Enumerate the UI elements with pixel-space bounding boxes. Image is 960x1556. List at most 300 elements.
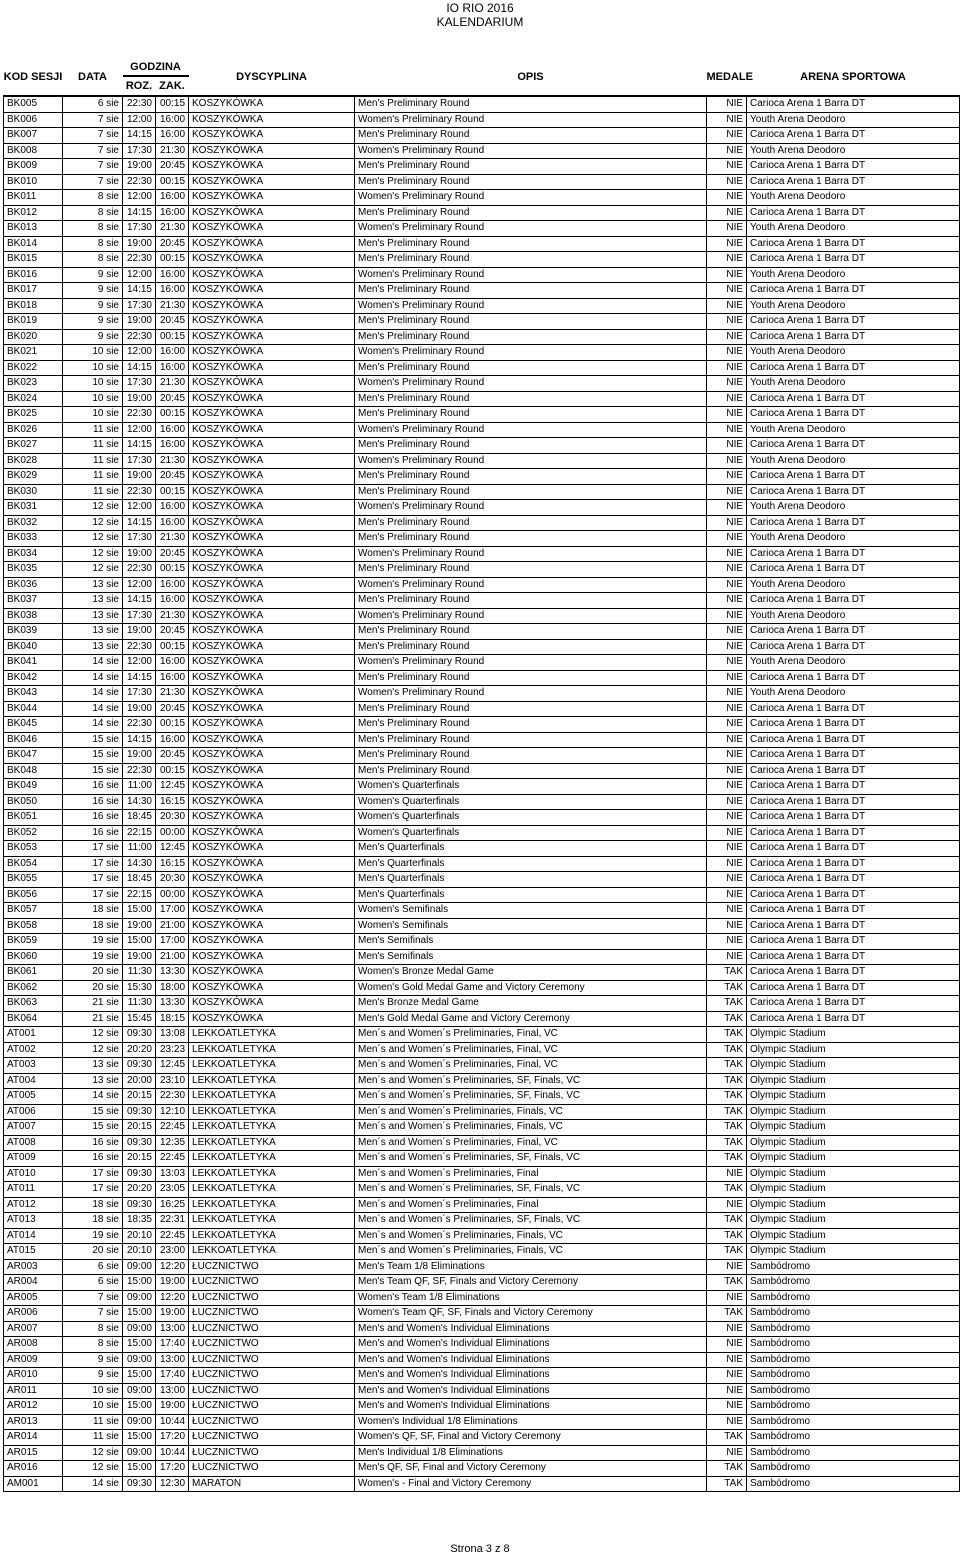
document-header — [0, 0, 960, 29]
session-code-cell: BK045 — [4, 717, 63, 733]
discipline-cell: LEKKOATLETYKA — [189, 1073, 355, 1089]
end-time-cell: 23:10 — [156, 1073, 189, 1089]
end-time-cell: 13:30 — [156, 965, 189, 981]
table-body — [4, 96, 960, 1492]
medals-cell: NIE — [707, 949, 747, 965]
end-time-cell: 00:15 — [156, 96, 189, 112]
end-time-cell: 16:15 — [156, 794, 189, 810]
session-code-cell: BK027 — [4, 438, 63, 454]
description-cell: Men´s and Women´s Preliminaries, SF, Finals, VC — [355, 1213, 707, 1229]
table-row — [4, 531, 960, 547]
medals-cell: NIE — [707, 360, 747, 376]
start-time-cell: 19:00 — [123, 391, 156, 407]
date-cell: 9 sie — [63, 329, 123, 345]
end-time-cell: 00:15 — [156, 484, 189, 500]
column-header-godzina: GODZINA — [123, 59, 189, 76]
description-cell: Women's Preliminary Round — [355, 376, 707, 392]
venue-cell: Carioca Arena 1 Barra DT — [747, 96, 960, 112]
session-code-cell: BK064 — [4, 1011, 63, 1027]
description-cell: Men's Preliminary Round — [355, 531, 707, 547]
start-time-cell: 15:00 — [123, 1430, 156, 1446]
discipline-cell: KOSZYKÓWKA — [189, 283, 355, 299]
medals-cell: NIE — [707, 686, 747, 702]
description-cell: Men's Bronze Medal Game — [355, 996, 707, 1012]
session-code-cell: AR005 — [4, 1290, 63, 1306]
description-cell: Women's Preliminary Round — [355, 190, 707, 206]
venue-cell: Carioca Arena 1 Barra DT — [747, 996, 960, 1012]
venue-cell: Carioca Arena 1 Barra DT — [747, 438, 960, 454]
description-cell: Women's Preliminary Round — [355, 112, 707, 128]
description-cell: Men's Preliminary Round — [355, 670, 707, 686]
session-code-cell: BK013 — [4, 221, 63, 237]
medals-cell: NIE — [707, 593, 747, 609]
venue-cell: Carioca Arena 1 Barra DT — [747, 329, 960, 345]
end-time-cell: 12:45 — [156, 841, 189, 857]
end-time-cell: 13:00 — [156, 1321, 189, 1337]
discipline-cell: ŁUCZNICTWO — [189, 1352, 355, 1368]
end-time-cell: 12:20 — [156, 1259, 189, 1275]
date-cell: 17 sie — [63, 841, 123, 857]
date-cell: 21 sie — [63, 1011, 123, 1027]
venue-cell: Youth Arena Deodoro — [747, 531, 960, 547]
end-time-cell: 13:03 — [156, 1166, 189, 1182]
medals-cell: NIE — [707, 531, 747, 547]
end-time-cell: 16:00 — [156, 112, 189, 128]
discipline-cell: ŁUCZNICTWO — [189, 1461, 355, 1477]
medals-cell: TAK — [707, 1058, 747, 1074]
date-cell: 16 sie — [63, 794, 123, 810]
venue-cell: Carioca Arena 1 Barra DT — [747, 841, 960, 857]
start-time-cell: 09:30 — [123, 1104, 156, 1120]
start-time-cell: 12:00 — [123, 267, 156, 283]
start-time-cell: 11:30 — [123, 965, 156, 981]
medals-cell: NIE — [707, 329, 747, 345]
description-cell: Men's Preliminary Round — [355, 763, 707, 779]
end-time-cell: 12:35 — [156, 1135, 189, 1151]
description-cell: Men's Preliminary Round — [355, 748, 707, 764]
description-cell: Men's Preliminary Round — [355, 732, 707, 748]
description-cell: Women's Preliminary Round — [355, 577, 707, 593]
medals-cell: NIE — [707, 1197, 747, 1213]
table-row — [4, 934, 960, 950]
session-code-cell: BK017 — [4, 283, 63, 299]
session-code-cell: BK028 — [4, 453, 63, 469]
discipline-cell: KOSZYKÓWKA — [189, 546, 355, 562]
date-cell: 14 sie — [63, 717, 123, 733]
description-cell: Women's Bronze Medal Game — [355, 965, 707, 981]
start-time-cell: 22:30 — [123, 484, 156, 500]
end-time-cell: 21:30 — [156, 298, 189, 314]
discipline-cell: KOSZYKÓWKA — [189, 360, 355, 376]
end-time-cell: 20:45 — [156, 624, 189, 640]
venue-cell: Carioca Arena 1 Barra DT — [747, 701, 960, 717]
end-time-cell: 21:30 — [156, 376, 189, 392]
medals-cell: NIE — [707, 918, 747, 934]
medals-cell: NIE — [707, 655, 747, 671]
date-cell: 12 sie — [63, 1445, 123, 1461]
discipline-cell: KOSZYKÓWKA — [189, 872, 355, 888]
table-row — [4, 887, 960, 903]
description-cell: Men´s and Women´s Preliminaries, Final, VC — [355, 1027, 707, 1043]
discipline-cell: KOSZYKÓWKA — [189, 577, 355, 593]
session-code-cell: BK058 — [4, 918, 63, 934]
end-time-cell: 00:15 — [156, 639, 189, 655]
end-time-cell: 10:44 — [156, 1445, 189, 1461]
end-time-cell: 17:40 — [156, 1368, 189, 1384]
start-time-cell: 20:15 — [123, 1151, 156, 1167]
end-time-cell: 23:05 — [156, 1182, 189, 1198]
start-time-cell: 09:00 — [123, 1321, 156, 1337]
venue-cell: Carioca Arena 1 Barra DT — [747, 236, 960, 252]
date-cell: 8 sie — [63, 252, 123, 268]
description-cell: Men´s and Women´s Preliminaries, Final — [355, 1166, 707, 1182]
medals-cell: NIE — [707, 345, 747, 361]
start-time-cell: 11:00 — [123, 779, 156, 795]
medals-cell: NIE — [707, 1368, 747, 1384]
column-header-kod: KOD SESJI — [3, 71, 63, 83]
column-header-medale: MEDALE — [706, 71, 753, 83]
session-code-cell: BK005 — [4, 96, 63, 112]
start-time-cell: 11:30 — [123, 996, 156, 1012]
venue-cell: Youth Arena Deodoro — [747, 298, 960, 314]
end-time-cell: 16:00 — [156, 128, 189, 144]
venue-cell: Carioca Arena 1 Barra DT — [747, 918, 960, 934]
description-cell: Men's Semifinals — [355, 949, 707, 965]
date-cell: 10 sie — [63, 407, 123, 423]
session-code-cell: BK016 — [4, 267, 63, 283]
date-cell: 10 sie — [63, 1383, 123, 1399]
description-cell: Men's Quarterfinals — [355, 841, 707, 857]
discipline-cell: KOSZYKÓWKA — [189, 221, 355, 237]
date-cell: 20 sie — [63, 1244, 123, 1260]
discipline-cell: LEKKOATLETYKA — [189, 1135, 355, 1151]
medals-cell: NIE — [707, 825, 747, 841]
date-cell: 8 sie — [63, 205, 123, 221]
medals-cell: NIE — [707, 810, 747, 826]
session-code-cell: AR008 — [4, 1337, 63, 1353]
session-code-cell: BK011 — [4, 190, 63, 206]
date-cell: 14 sie — [63, 1476, 123, 1492]
discipline-cell: KOSZYKÓWKA — [189, 515, 355, 531]
venue-cell: Carioca Arena 1 Barra DT — [747, 980, 960, 996]
date-cell: 14 sie — [63, 1089, 123, 1105]
date-cell: 17 sie — [63, 856, 123, 872]
date-cell: 17 sie — [63, 1182, 123, 1198]
venue-cell: Carioca Arena 1 Barra DT — [747, 732, 960, 748]
table-row — [4, 670, 960, 686]
session-code-cell: BK046 — [4, 732, 63, 748]
start-time-cell: 19:00 — [123, 469, 156, 485]
start-time-cell: 14:15 — [123, 515, 156, 531]
end-time-cell: 18:00 — [156, 980, 189, 996]
venue-cell: Carioca Arena 1 Barra DT — [747, 748, 960, 764]
venue-cell: Carioca Arena 1 Barra DT — [747, 887, 960, 903]
date-cell: 15 sie — [63, 732, 123, 748]
end-time-cell: 17:20 — [156, 1430, 189, 1446]
date-cell: 18 sie — [63, 918, 123, 934]
discipline-cell: LEKKOATLETYKA — [189, 1151, 355, 1167]
table-row — [4, 1182, 960, 1198]
date-cell: 9 sie — [63, 267, 123, 283]
date-cell: 18 sie — [63, 903, 123, 919]
medals-cell: TAK — [707, 980, 747, 996]
discipline-cell: KOSZYKÓWKA — [189, 593, 355, 609]
end-time-cell: 17:40 — [156, 1337, 189, 1353]
start-time-cell: 09:30 — [123, 1135, 156, 1151]
description-cell: Women's Preliminary Round — [355, 221, 707, 237]
start-time-cell: 09:30 — [123, 1058, 156, 1074]
session-code-cell: AR015 — [4, 1445, 63, 1461]
description-cell: Men´s and Women´s Preliminaries, Finals, VC — [355, 1120, 707, 1136]
end-time-cell: 21:00 — [156, 949, 189, 965]
venue-cell: Sambódromo — [747, 1275, 960, 1291]
end-time-cell: 20:45 — [156, 748, 189, 764]
medals-cell: NIE — [707, 438, 747, 454]
table-row — [4, 1042, 960, 1058]
table-row — [4, 1275, 960, 1291]
discipline-cell: ŁUCZNICTWO — [189, 1445, 355, 1461]
description-cell: Women's Quarterfinals — [355, 779, 707, 795]
session-code-cell: BK039 — [4, 624, 63, 640]
end-time-cell: 16:00 — [156, 500, 189, 516]
discipline-cell: MARATON — [189, 1476, 355, 1492]
discipline-cell: KOSZYKÓWKA — [189, 562, 355, 578]
start-time-cell: 15:00 — [123, 903, 156, 919]
venue-cell: Carioca Arena 1 Barra DT — [747, 593, 960, 609]
start-time-cell: 22:30 — [123, 407, 156, 423]
session-code-cell: BK057 — [4, 903, 63, 919]
medals-cell: NIE — [707, 1352, 747, 1368]
description-cell: Men's Preliminary Round — [355, 360, 707, 376]
date-cell: 11 sie — [63, 1430, 123, 1446]
start-time-cell: 19:00 — [123, 748, 156, 764]
session-code-cell: BK020 — [4, 329, 63, 345]
medals-cell: TAK — [707, 1430, 747, 1446]
medals-cell: TAK — [707, 1135, 747, 1151]
session-code-cell: AR013 — [4, 1414, 63, 1430]
table-row — [4, 748, 960, 764]
end-time-cell: 16:00 — [156, 205, 189, 221]
table-row — [4, 763, 960, 779]
description-cell: Men's Preliminary Round — [355, 329, 707, 345]
discipline-cell: KOSZYKÓWKA — [189, 825, 355, 841]
venue-cell: Sambódromo — [747, 1368, 960, 1384]
date-cell: 10 sie — [63, 345, 123, 361]
start-time-cell: 22:30 — [123, 252, 156, 268]
session-code-cell: BK031 — [4, 500, 63, 516]
table-row — [4, 376, 960, 392]
description-cell: Men's and Women's Individual Eliminations — [355, 1383, 707, 1399]
table-row — [4, 1011, 960, 1027]
start-time-cell: 17:30 — [123, 376, 156, 392]
description-cell: Men's Individual 1/8 Eliminations — [355, 1445, 707, 1461]
venue-cell: Carioca Arena 1 Barra DT — [747, 670, 960, 686]
discipline-cell: LEKKOATLETYKA — [189, 1027, 355, 1043]
end-time-cell: 23:00 — [156, 1244, 189, 1260]
date-cell: 17 sie — [63, 887, 123, 903]
start-time-cell: 12:00 — [123, 500, 156, 516]
end-time-cell: 19:00 — [156, 1399, 189, 1415]
session-code-cell: BK056 — [4, 887, 63, 903]
medals-cell: NIE — [707, 1414, 747, 1430]
start-time-cell: 14:15 — [123, 128, 156, 144]
table-row — [4, 329, 960, 345]
medals-cell: NIE — [707, 376, 747, 392]
start-time-cell: 22:30 — [123, 562, 156, 578]
start-time-cell: 14:15 — [123, 438, 156, 454]
table-row — [4, 1089, 960, 1105]
medals-cell: NIE — [707, 143, 747, 159]
table-row — [4, 810, 960, 826]
table-row — [4, 500, 960, 516]
end-time-cell: 00:15 — [156, 763, 189, 779]
venue-cell: Youth Arena Deodoro — [747, 577, 960, 593]
session-code-cell: AR014 — [4, 1430, 63, 1446]
discipline-cell: KOSZYKÓWKA — [189, 96, 355, 112]
date-cell: 9 sie — [63, 298, 123, 314]
medals-cell: NIE — [707, 283, 747, 299]
description-cell: Women's Preliminary Round — [355, 500, 707, 516]
table-row — [4, 1073, 960, 1089]
medals-cell: NIE — [707, 856, 747, 872]
venue-cell: Youth Arena Deodoro — [747, 143, 960, 159]
table-row — [4, 655, 960, 671]
venue-cell: Sambódromo — [747, 1430, 960, 1446]
description-cell: Men's Preliminary Round — [355, 174, 707, 190]
venue-cell: Carioca Arena 1 Barra DT — [747, 174, 960, 190]
session-code-cell: BK059 — [4, 934, 63, 950]
start-time-cell: 09:00 — [123, 1414, 156, 1430]
session-code-cell: AT002 — [4, 1042, 63, 1058]
table-row — [4, 96, 960, 112]
session-code-cell: BK051 — [4, 810, 63, 826]
venue-cell: Carioca Arena 1 Barra DT — [747, 515, 960, 531]
table-row — [4, 1151, 960, 1167]
start-time-cell: 17:30 — [123, 686, 156, 702]
start-time-cell: 19:00 — [123, 624, 156, 640]
session-code-cell: BK037 — [4, 593, 63, 609]
start-time-cell: 14:30 — [123, 856, 156, 872]
session-code-cell: BK042 — [4, 670, 63, 686]
start-time-cell: 15:00 — [123, 1368, 156, 1384]
date-cell: 14 sie — [63, 701, 123, 717]
medals-cell: NIE — [707, 1259, 747, 1275]
description-cell: Men's Preliminary Round — [355, 96, 707, 112]
medals-cell: NIE — [707, 872, 747, 888]
venue-cell: Olympic Stadium — [747, 1182, 960, 1198]
date-cell: 6 sie — [63, 1259, 123, 1275]
description-cell: Men's Preliminary Round — [355, 701, 707, 717]
column-header-arena: ARENA SPORTOWA — [800, 71, 906, 83]
description-cell: Women's Preliminary Round — [355, 267, 707, 283]
start-time-cell: 15:45 — [123, 1011, 156, 1027]
date-cell: 13 sie — [63, 1073, 123, 1089]
column-header-roz: ROZ. — [125, 80, 153, 92]
session-code-cell: BK033 — [4, 531, 63, 547]
venue-cell: Olympic Stadium — [747, 1120, 960, 1136]
session-code-cell: BK036 — [4, 577, 63, 593]
session-code-cell: AT004 — [4, 1073, 63, 1089]
session-code-cell: BK022 — [4, 360, 63, 376]
session-code-cell: BK038 — [4, 608, 63, 624]
discipline-cell: KOSZYKÓWKA — [189, 143, 355, 159]
session-code-cell: AT015 — [4, 1244, 63, 1260]
table-row — [4, 1337, 960, 1353]
table-row — [4, 1197, 960, 1213]
start-time-cell: 15:00 — [123, 1306, 156, 1322]
date-cell: 15 sie — [63, 1120, 123, 1136]
session-code-cell: BK025 — [4, 407, 63, 423]
table-row — [4, 283, 960, 299]
description-cell: Women's Preliminary Round — [355, 608, 707, 624]
discipline-cell: KOSZYKÓWKA — [189, 624, 355, 640]
end-time-cell: 16:00 — [156, 732, 189, 748]
end-time-cell: 16:00 — [156, 267, 189, 283]
description-cell: Men's Gold Medal Game and Victory Ceremony — [355, 1011, 707, 1027]
medals-cell: NIE — [707, 500, 747, 516]
discipline-cell: KOSZYKÓWKA — [189, 329, 355, 345]
session-code-cell: BK048 — [4, 763, 63, 779]
description-cell: Women's Preliminary Round — [355, 686, 707, 702]
table-row — [4, 453, 960, 469]
date-cell: 8 sie — [63, 236, 123, 252]
date-cell: 8 sie — [63, 190, 123, 206]
medals-cell: NIE — [707, 1383, 747, 1399]
discipline-cell: KOSZYKÓWKA — [189, 608, 355, 624]
description-cell: Women's Quarterfinals — [355, 794, 707, 810]
venue-cell: Olympic Stadium — [747, 1228, 960, 1244]
table-row — [4, 779, 960, 795]
date-cell: 21 sie — [63, 996, 123, 1012]
discipline-cell: LEKKOATLETYKA — [189, 1104, 355, 1120]
venue-cell: Olympic Stadium — [747, 1244, 960, 1260]
venue-cell: Carioca Arena 1 Barra DT — [747, 903, 960, 919]
date-cell: 12 sie — [63, 1027, 123, 1043]
date-cell: 8 sie — [63, 1321, 123, 1337]
table-row — [4, 577, 960, 593]
session-code-cell: BK032 — [4, 515, 63, 531]
date-cell: 7 sie — [63, 174, 123, 190]
start-time-cell: 09:00 — [123, 1259, 156, 1275]
table-row — [4, 1135, 960, 1151]
table-row — [4, 1104, 960, 1120]
discipline-cell: ŁUCZNICTWO — [189, 1337, 355, 1353]
session-code-cell: AT008 — [4, 1135, 63, 1151]
table-row — [4, 1430, 960, 1446]
start-time-cell: 19:00 — [123, 949, 156, 965]
venue-cell: Youth Arena Deodoro — [747, 608, 960, 624]
end-time-cell: 21:30 — [156, 686, 189, 702]
description-cell: Men´s and Women´s Preliminaries, SF, Finals, VC — [355, 1073, 707, 1089]
start-time-cell: 09:30 — [123, 1166, 156, 1182]
session-code-cell: AR006 — [4, 1306, 63, 1322]
medals-cell: TAK — [707, 996, 747, 1012]
end-time-cell: 00:00 — [156, 825, 189, 841]
column-header-data: DATA — [78, 71, 107, 83]
description-cell: Women's Preliminary Round — [355, 143, 707, 159]
description-cell: Men's Preliminary Round — [355, 639, 707, 655]
session-code-cell: AT011 — [4, 1182, 63, 1198]
start-time-cell: 09:00 — [123, 1383, 156, 1399]
date-cell: 13 sie — [63, 639, 123, 655]
description-cell: Men's Preliminary Round — [355, 252, 707, 268]
discipline-cell: KOSZYKÓWKA — [189, 314, 355, 330]
description-cell: Men´s and Women´s Preliminaries, Final, VC — [355, 1042, 707, 1058]
session-code-cell: AR012 — [4, 1399, 63, 1415]
medals-cell: NIE — [707, 314, 747, 330]
start-time-cell: 09:30 — [123, 1027, 156, 1043]
start-time-cell: 12:00 — [123, 190, 156, 206]
